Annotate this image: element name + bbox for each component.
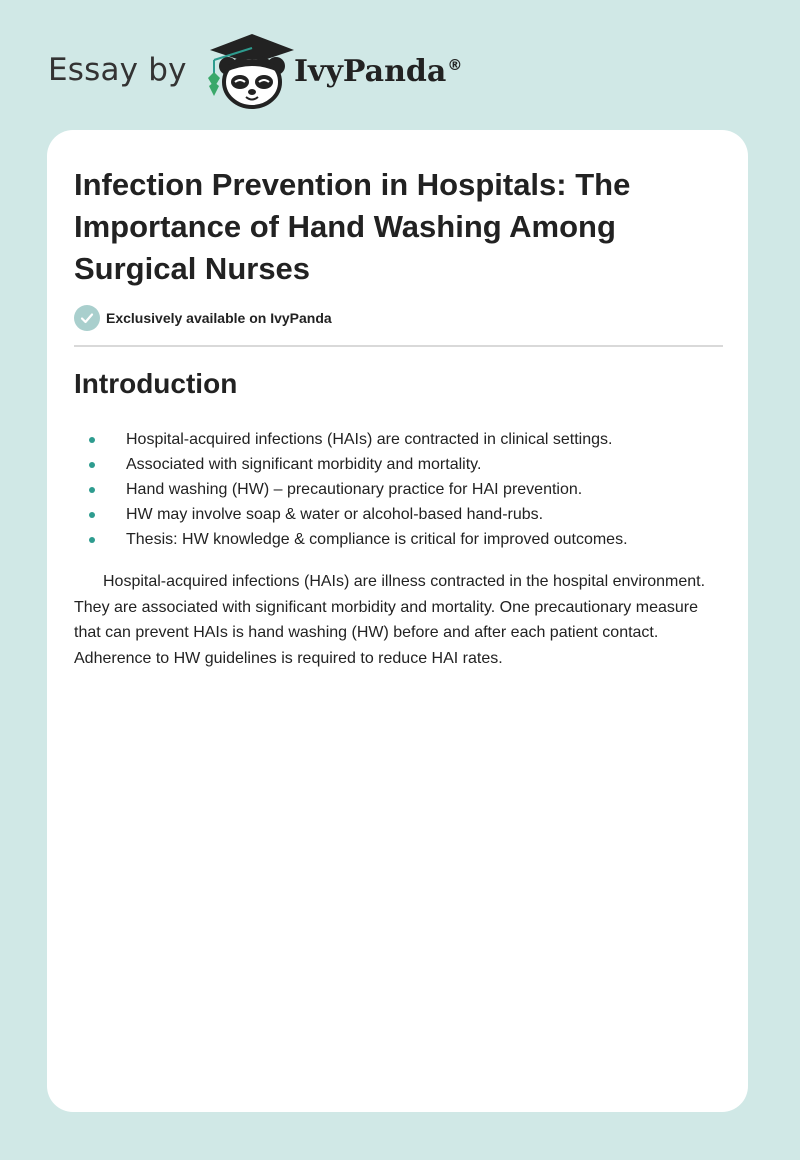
essay-by-label: Essay by	[48, 52, 187, 88]
registered-mark: ®	[447, 56, 463, 74]
bullet-icon	[89, 462, 95, 468]
bullet-icon	[89, 512, 95, 518]
check-icon	[74, 305, 100, 331]
body-paragraph: Hospital-acquired infections (HAIs) are illness contracted in the hospital environment. They are associated with significant morbidity and mortality. One precautionary measure that can prevent HAIs is hand washing (HW) before and after each patient contact. Adherence to HW guidelines is required to reduce HAI rates.	[74, 573, 706, 667]
exclusive-badge	[74, 305, 332, 331]
list-item: Associated with significant morbidity and mortality.	[89, 452, 628, 477]
list-item: HW may involve soap & water or alcohol-based hand-rubs.	[89, 502, 628, 527]
list-item: Hospital-acquired infections (HAIs) are contracted in clinical settings.	[89, 427, 628, 452]
exclusive-label: Exclusively available on IvyPanda	[106, 310, 332, 326]
divider	[74, 345, 723, 347]
list-item: Thesis: HW knowledge & compliance is critical for improved outcomes.	[89, 527, 628, 552]
site-header	[48, 30, 548, 110]
bullet-icon	[89, 437, 95, 443]
bullet-list	[89, 427, 628, 552]
bullet-icon	[89, 487, 95, 493]
section-heading-introduction: Introduction	[74, 368, 238, 399]
brand-name[interactable]: IvyPanda®	[294, 54, 463, 89]
document-card	[47, 130, 748, 1112]
bullet-icon	[89, 537, 95, 543]
page-title: Infection Prevention in Hospitals: The Importance of Hand Washing Among Surgical Nurses	[74, 167, 631, 286]
panda-graduate-icon[interactable]	[200, 30, 296, 110]
list-item: Hand washing (HW) – precautionary practice for HAI prevention.	[89, 477, 628, 502]
